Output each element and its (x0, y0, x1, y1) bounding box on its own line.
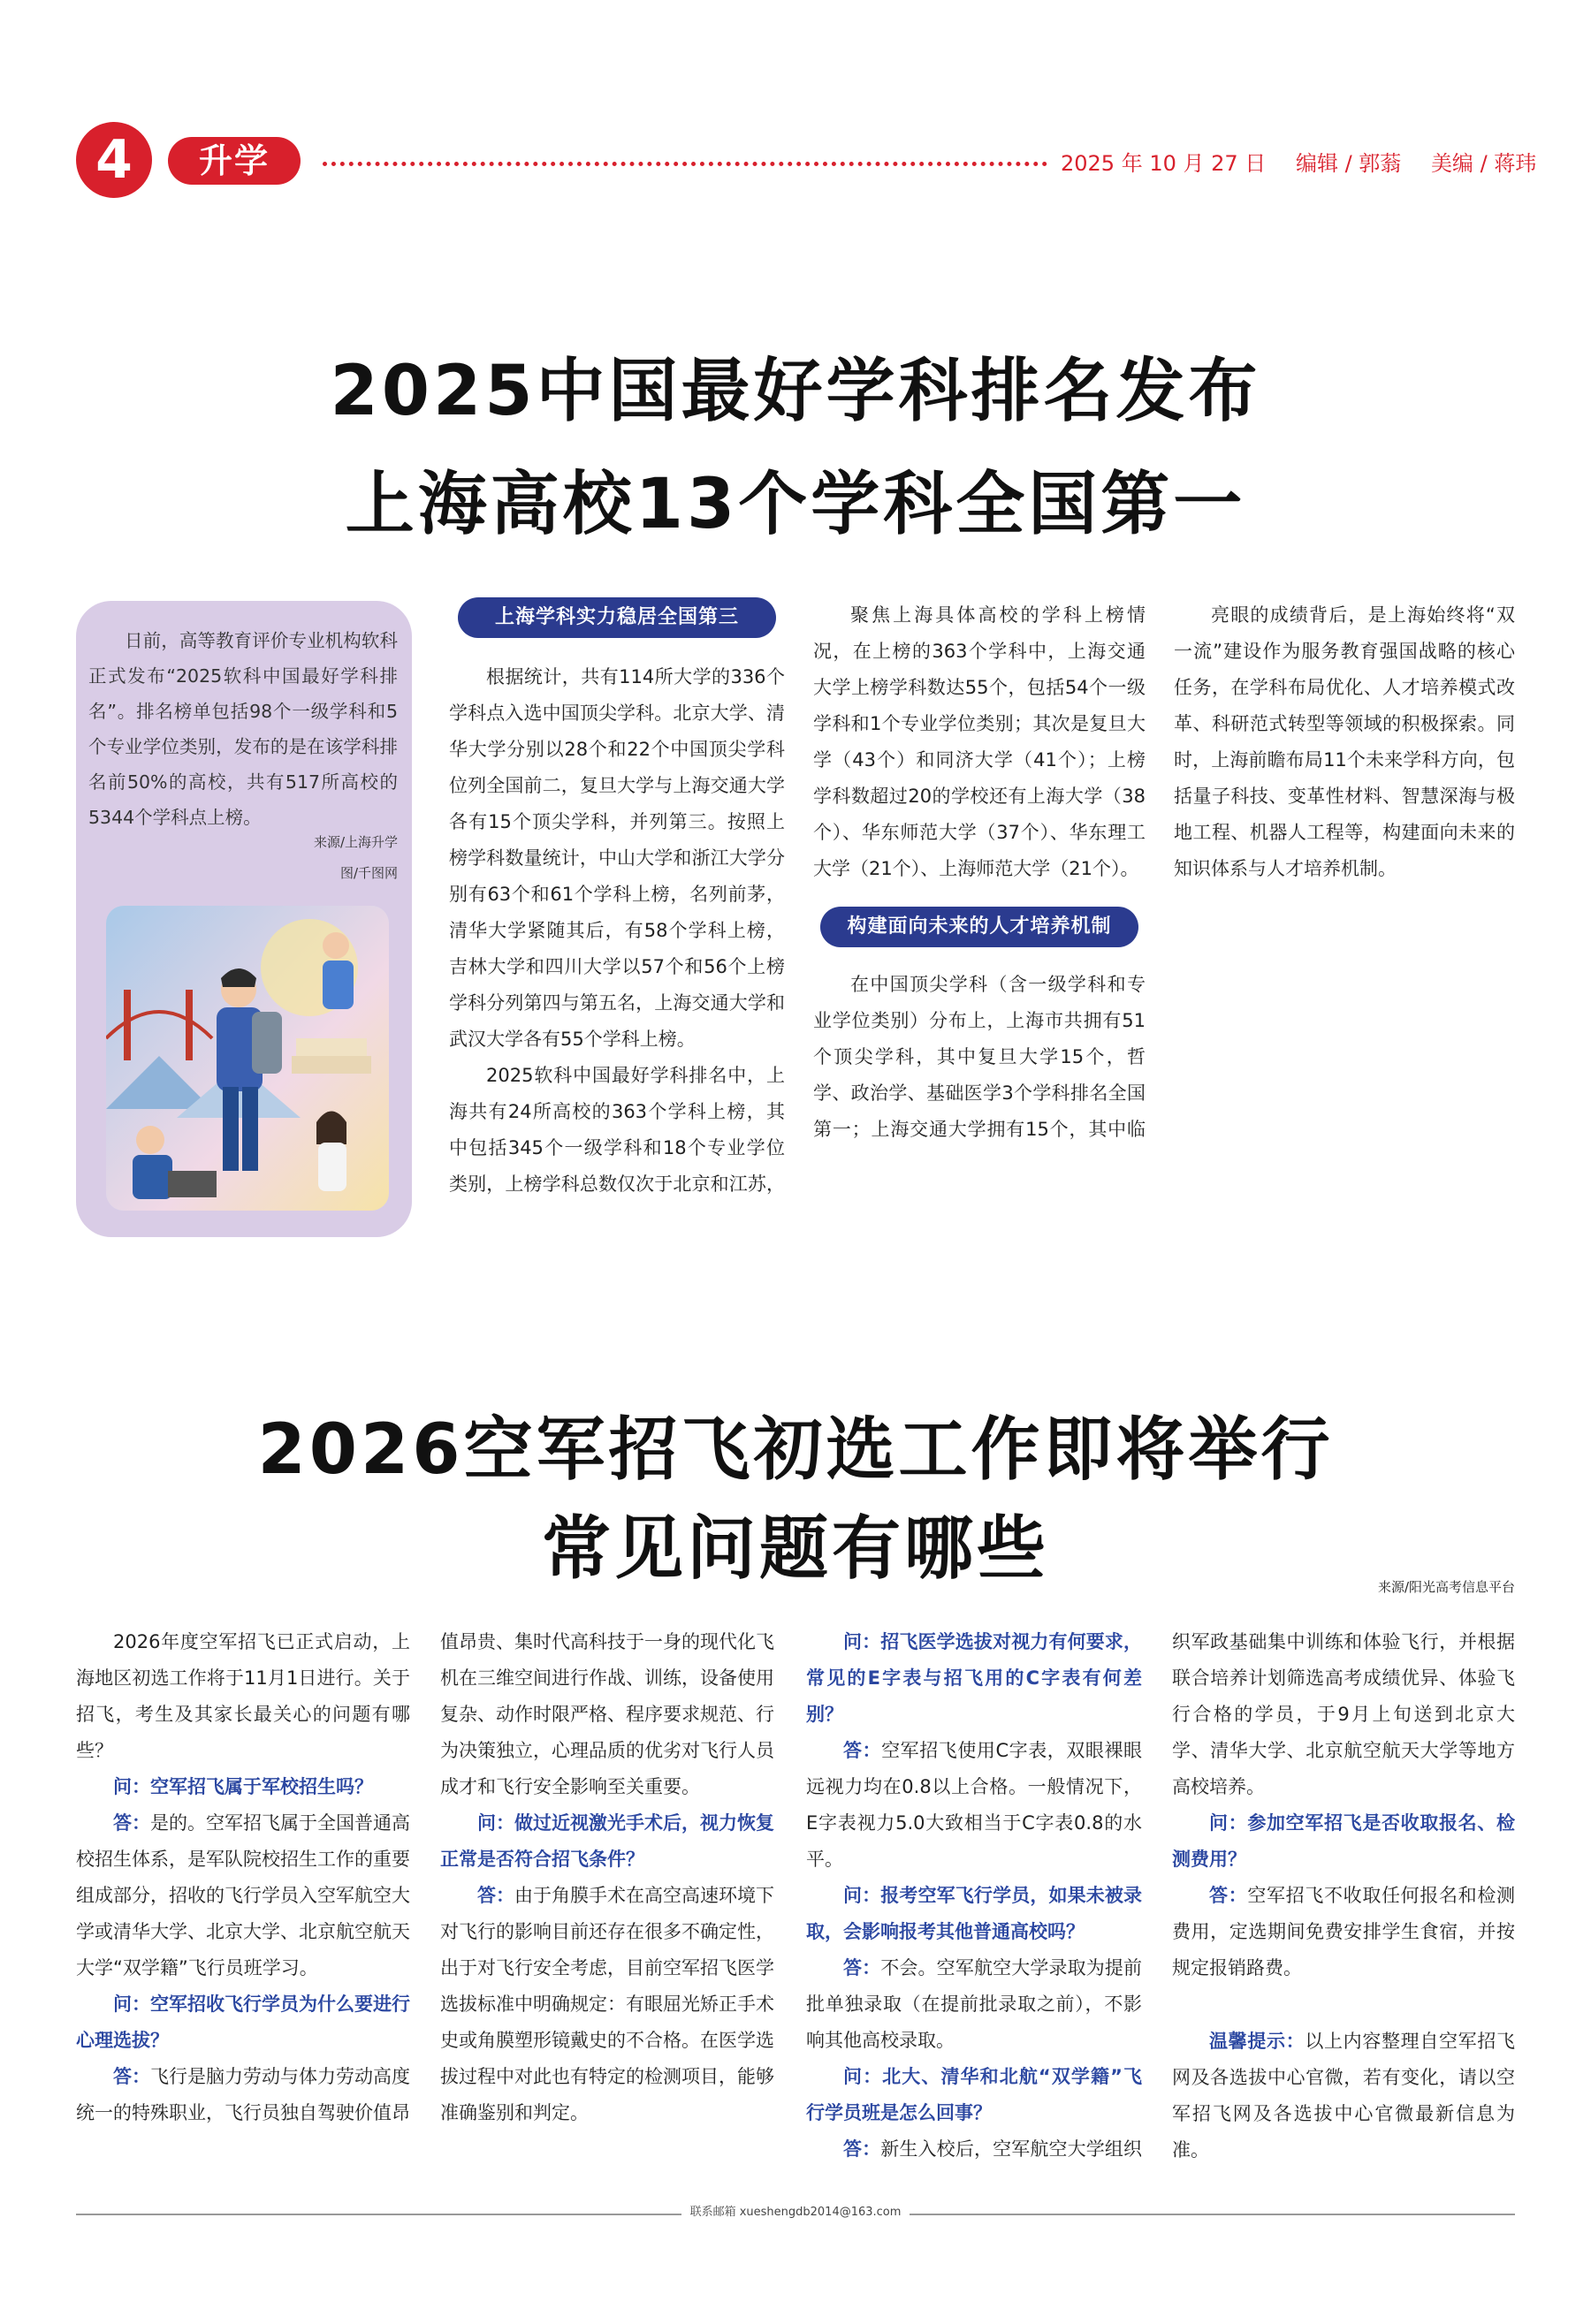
answer-2: 答：飞行是脑力劳动与体力劳动高度统一的特殊职业，飞行员独自驾驶价值昂 (76, 2066, 410, 2123)
answer-1: 答：是的。空军招飞属于全国普通高校招生体系，是军队院校招生工作的重要组成部分，招收的飞行学员入空军航空大学或清华大学、北京大学、北京航空航天大学“双学籍”飞行员班学习。 (76, 1812, 410, 1978)
answer-4: 答：空军招飞使用C字表，双眼裸眼远视力均在0.8以上合格。一般情况下，E字表视力5.0大致相当于C字表0.8的水平。 (806, 1740, 1143, 1870)
issue-date: 2025 年 10 月 27 日 (1061, 151, 1267, 176)
question-2: 问：空军招收飞行学员为什么要进行心理选拔？ (76, 1994, 410, 2051)
article1-paragraph-5: 亮眼的成绩背后，是上海始终将“双一流”建设作为服务教育强国战略的核心任务，在学科布局优化、人才培养模式改革、科研范式转型等领域的积极探索。同时，上海前瞻布局11个未来学科方向，包括量子科技、变革性材料、智慧深海与极地工程、机器人工程等，构建面向未来的知识体系与人才培养机制。 (1174, 604, 1515, 879)
page-number: 4 (76, 122, 152, 198)
article1-title-line1: 2025中国最好学科排名发布 (330, 352, 1261, 431)
article1-paragraph-2: 2025软科中国最好学科排名中，上海共有24所高校的363个学科上榜，其中包括345个一级学科和18个专业学位类别，上榜学科总数仅次于北京和江苏， (449, 1065, 785, 1195)
question-6: 问：北大、清华和北航“双学籍”飞行学员班是怎么回事？ (806, 2066, 1142, 2123)
article2-title-line2: 常见问题有哪些 (541, 1509, 1049, 1589)
article1-intro: 日前，高等教育评价专业机构软科正式发布“2025软科中国最好学科排名”。排名榜单包括98个一级学科和5个专业学位类别，发布的是在该学科排名前50%的高校，共有517所高校的5344个学科点上榜。 (88, 630, 398, 828)
question-1: 问：空军招飞属于军校招生吗？ (113, 1776, 373, 1797)
editor-credit: 编辑 / 郭蓊 (1295, 151, 1402, 176)
answer-3: 答：由于角膜手术在高空高速环境下对飞行的影响目前还存在很多不确定性，出于对飞行安全考虑，目前空军招飞医学选拔标准中明确规定：有眼屈光矫正手术史或角膜塑形镜戴史的不合格。在医学选拔过程中对此也有特定的检测项目，能够准确鉴别和判定。 (440, 1885, 774, 2123)
designer-credit: 美编 / 蒋玮 (1430, 151, 1537, 176)
answer-5: 答：不会。空军航空大学录取为提前批单独录取（在提前批录取之前），不影响其他高校录取。 (806, 1957, 1143, 2051)
article1-paragraph-3: 聚焦上海具体高校的学科上榜情况，在上榜的363个学科中，上海交通大学上榜学科数达55个，包括54个一级学科和1个专业学位类别；其次是复旦大学（43个）和同济大学（41个）；上榜学科数超过20的学校还有上海大学（38个）、华东师范大学（37个）、华东理工大学（21个）、上海师范大学（21个）。 (813, 604, 1146, 879)
article2-title-line1: 2026空军招飞初选工作即将举行 (257, 1410, 1334, 1490)
answer-label: 答： (843, 2138, 881, 2160)
image-credit: 图/千图网 (339, 865, 398, 881)
answer-6-continued: 织军政基础集中训练和体验飞行，并根据联合培养计划筛选高考成绩优异、体验飞行合格的学员，于9月上旬送到北京大学、清华大学、北京航空航天大学等地方高校培养。 (1172, 1631, 1515, 1797)
section-tag: 升学 (168, 137, 301, 185)
article2-column-4 (1172, 1624, 1515, 2168)
article2-source: 来源/阳光高考信息平台 (1377, 1579, 1515, 1595)
subhead-shanghai-third: 上海学科实力稳居全国第三 (458, 597, 776, 638)
article1-paragraph-4: 在中国顶尖学科（含一级学科和专业学位类别）分布上，上海市共拥有51个顶尖学科，其中复旦大学15个，哲学、政治学、基础医学3个学科排名全国第一；上海交通大学拥有15个，其中临 (813, 974, 1146, 1140)
article2-intro: 2026年度空军招飞已正式启动，上海地区初选工作将于11月1日进行。关于招飞，考生及其家长最关心的问题有哪些？ (76, 1631, 410, 1761)
warm-tip: 温馨提示：以上内容整理自空军招飞网及各选拔中心官微，若有变化，请以空军招飞网及各选拔中心官微最新信息为准。 (1172, 2030, 1516, 2161)
question-5: 问：报考空军飞行学员，如果未被录取，会影响报考其他普通高校吗？ (806, 1885, 1142, 1942)
article1-column-3 (1174, 597, 1515, 887)
question-4: 问：招飞医学选拔对视力有何要求，常见的E字表与招飞用的C字表有何差别？ (806, 1631, 1142, 1725)
article2-column-1 (76, 1624, 410, 2131)
answer-label: 答： (477, 1885, 514, 1906)
article1-paragraph-1: 根据统计，共有114所大学的336个学科点入选中国顶尖学科。北京大学、清华大学分别以28个和22个中国顶尖学科位列全国前二，复旦大学与上海交通大学各有15个顶尖学科，并列第三。按照上榜学科数量统计，中山大学和浙江大学分别有63个和61个学科上榜，名列前茅，清华大学紧随其后，有58个学科上榜，吉林大学和四川大学以57个和56个上榜学科分列第四与第五名，上海交通大学和武汉大学各有55个学科上榜。 (449, 666, 785, 1050)
warm-tip-label: 温馨提示： (1209, 2030, 1306, 2052)
header-info (1061, 146, 1536, 177)
header-dotted-rule (323, 162, 1047, 166)
answer-label: 答： (1209, 1885, 1248, 1906)
article1-title-line2: 上海高校13个学科全国第一 (345, 465, 1246, 544)
answer-label: 答： (843, 1957, 881, 1978)
question-3: 问：做过近视激光手术后，视力恢复正常是否符合招飞条件？ (440, 1812, 774, 1870)
article1-column-1 (449, 597, 785, 1203)
article1-source: 来源/上海升学 (313, 834, 398, 850)
answer-label: 答： (113, 2066, 150, 2087)
answer-2-continued: 值昂贵、集时代高科技于一身的现代化飞机在三维空间进行作战、训练，设备使用复杂、动作时限严格、程序要求规范、行为决策独立，心理品质的优劣对飞行人员成才和飞行安全影响至关重要。 (440, 1631, 774, 1797)
students-illustration (106, 906, 389, 1211)
article1-column-2 (813, 597, 1146, 1148)
subhead-talent-mechanism: 构建面向未来的人才培养机制 (820, 907, 1138, 947)
article2-column-3 (806, 1624, 1142, 2168)
answer-label: 答： (843, 1740, 882, 1761)
article2-column-2 (440, 1624, 774, 2131)
footer-contact: 联系邮箱 xueshengdb2014@163.com (0, 2202, 1591, 2219)
question-7: 问：参加空军招飞是否收取报名、检测费用？ (1172, 1812, 1515, 1870)
answer-6: 答：新生入校后，空军航空大学组织 (843, 2138, 1142, 2160)
answer-7: 答：空军招飞不收取任何报名和检测费用，定选期间免费安排学生食宿，并按规定报销路费。 (1172, 1885, 1516, 1978)
answer-label: 答： (113, 1812, 150, 1834)
